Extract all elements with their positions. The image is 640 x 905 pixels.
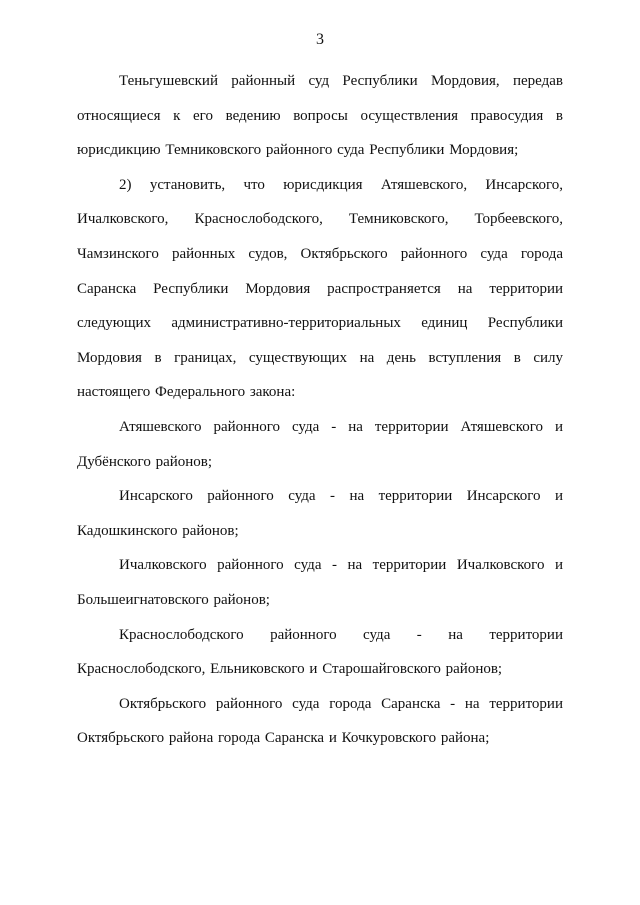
paragraph-jurisdiction-clause: 2) установить, что юрисдикция Атяшевского, Инсарского, Ичалковского, Краснослободского, Темниковского, Торбеевского, Чамзинского районных судов, Октябрьского районного суда города Саранска Республики Мордовия распространяется на территории следующих административно-территориальных единиц Республики Мордовия в границах, существующих на день вступления в силу настоящего Федерального закона: [77,176,563,401]
paragraph-oktyabrsky-court: Октябрьского районного суда города Саранска - на территории Октябрьского района города Саранска и Кочкуровского района; [77,695,563,747]
paragraph-insarsky-court: Инсарского районного суда - на территории Инсарского и Кадошкинского районов; [77,488,563,539]
paragraph-tengushevsky-court: Теньгушевский районный суд Республики Мордовия, передав относящиеся к его ведению вопросы осуществления правосудия в юрисдикцию Темниковского районного суда Республики Мордовия; [77,73,563,159]
page-number: 3 [316,31,324,48]
document-body [77,64,563,756]
paragraph-atyashevsky-court: Атяшевского районного суда - на территории Атяшевского и Дубёнского районов; [77,418,563,470]
paragraph-ichalkovsky-court: Ичалковского районного суда - на территории Ичалковского и Большеигнатовского районов; [77,557,563,608]
paragraph-krasnoslobodsky-court: Краснослободского районного суда - на территории Краснослободского, Ельниковского и Старошайговского районов; [77,626,563,678]
